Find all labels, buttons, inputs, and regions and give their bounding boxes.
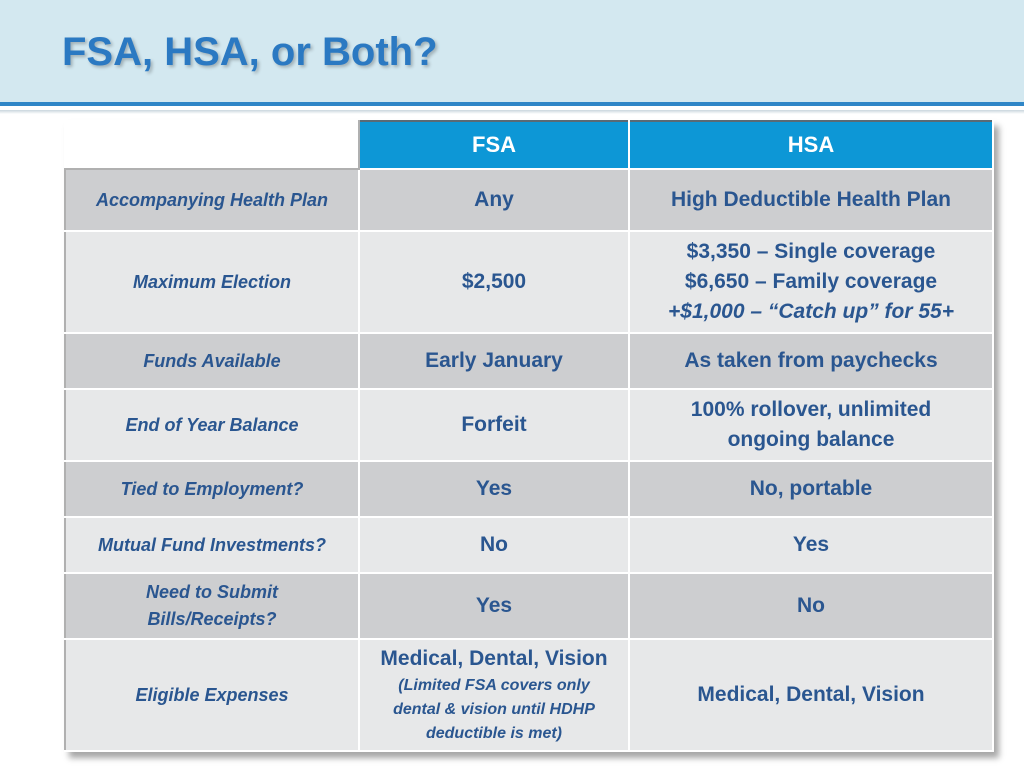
table-row [65, 639, 993, 751]
title-divider [0, 110, 1024, 114]
hsa-cell: No [629, 573, 993, 639]
table-row [65, 517, 993, 573]
fsa-note-line: (Limited FSA covers only [398, 677, 590, 694]
table-row [65, 573, 993, 639]
row-label [65, 573, 359, 639]
fsa-note-line: dental & vision until HDHP [393, 701, 595, 718]
table-row [65, 389, 993, 461]
fsa-cell: Yes [359, 573, 629, 639]
row-label: Eligible Expenses [65, 639, 359, 751]
hsa-line: 100% rollover, unlimited [690, 398, 932, 421]
row-label: Tied to Employment? [65, 461, 359, 517]
hsa-cell [629, 231, 993, 333]
fsa-cell: Any [359, 169, 629, 231]
row-label: Maximum Election [65, 231, 359, 333]
fsa-cell: Early January [359, 333, 629, 389]
fsa-note-line: deductible is met) [425, 725, 563, 742]
fsa-line: Medical, Dental, Vision [380, 647, 608, 670]
fsa-cell [359, 639, 629, 751]
title-bar [0, 0, 1024, 106]
hsa-line: $3,350 – Single coverage [686, 240, 936, 263]
hsa-line: +$1,000 – “Catch up” for 55+ [668, 300, 954, 323]
comparison-table [64, 120, 994, 752]
hsa-cell: Yes [629, 517, 993, 573]
fsa-cell: Yes [359, 461, 629, 517]
fsa-cell: No [359, 517, 629, 573]
header-corner-cell [65, 121, 359, 169]
column-header-hsa: HSA [629, 121, 993, 169]
row-label: Funds Available [65, 333, 359, 389]
table-row [65, 169, 993, 231]
hsa-line: $6,650 – Family coverage [684, 270, 938, 293]
row-label: Accompanying Health Plan [65, 169, 359, 231]
hsa-cell: High Deductible Health Plan [629, 169, 993, 231]
hsa-line: ongoing balance [727, 428, 895, 451]
header-row [65, 121, 993, 169]
fsa-cell: $2,500 [359, 231, 629, 333]
hsa-cell: No, portable [629, 461, 993, 517]
table-row [65, 231, 993, 333]
fsa-cell: Forfeit [359, 389, 629, 461]
table-row [65, 461, 993, 517]
hsa-cell: As taken from paychecks [629, 333, 993, 389]
row-label-line: Bills/Receipts? [147, 609, 277, 629]
row-label: End of Year Balance [65, 389, 359, 461]
table-row [65, 333, 993, 389]
hsa-cell: Medical, Dental, Vision [629, 639, 993, 751]
row-label-line: Need to Submit [145, 582, 278, 602]
column-header-fsa: FSA [359, 121, 629, 169]
slide-title: FSA, HSA, or Both? [62, 30, 438, 74]
hsa-cell [629, 389, 993, 461]
row-label: Mutual Fund Investments? [65, 517, 359, 573]
